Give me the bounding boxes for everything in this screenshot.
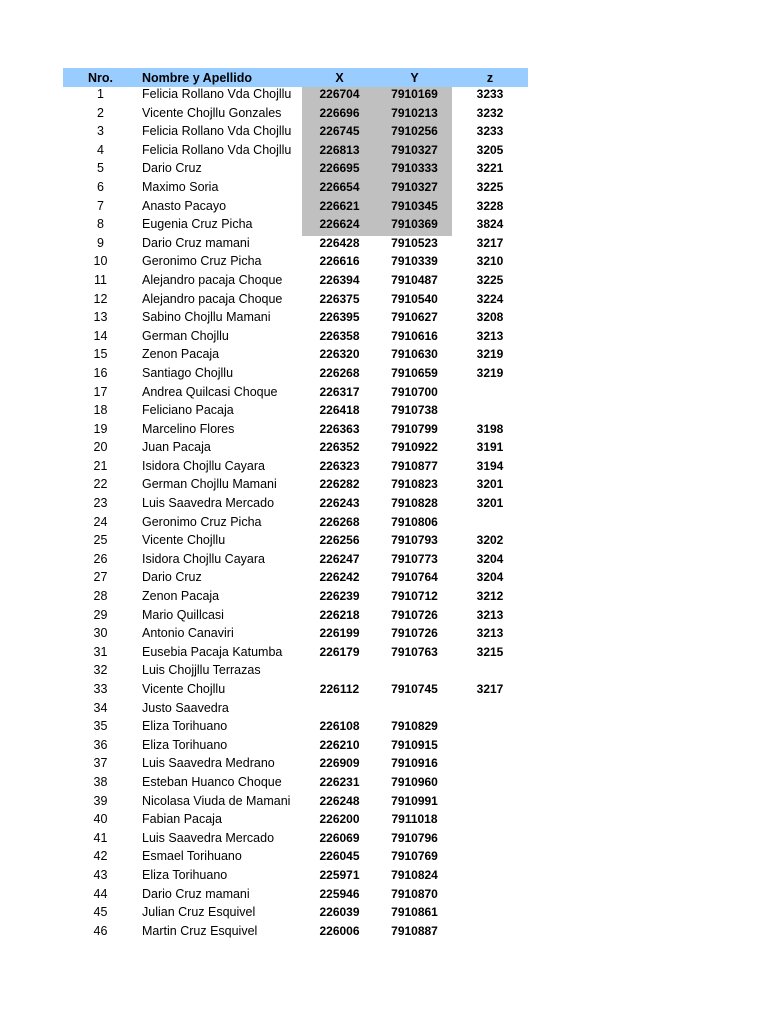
table-row (63, 552, 528, 571)
cell-z[interactable]: 3213 (476, 607, 504, 622)
table-row (63, 106, 528, 125)
table-row (63, 477, 528, 496)
cell-z[interactable] (452, 905, 528, 924)
cell-nro[interactable]: 32 (93, 663, 108, 678)
table-row (63, 775, 528, 794)
cell-nro[interactable]: 11 (94, 272, 107, 287)
table-row (63, 645, 528, 664)
cell-nro[interactable]: 41 (93, 830, 108, 845)
cell-y[interactable]: 7910726 (391, 607, 438, 622)
cell-x[interactable]: 226268 (319, 514, 360, 529)
cell-z[interactable]: 3213 (476, 328, 504, 343)
cell-nro[interactable]: 34 (93, 700, 108, 715)
cell-nro[interactable]: 17 (93, 384, 108, 399)
cell-z[interactable] (452, 812, 528, 831)
cell-x[interactable]: 226363 (319, 421, 360, 436)
cell-nro[interactable]: 20 (93, 440, 108, 455)
cell-name[interactable]: Vicente Chojllu Gonzales (142, 105, 282, 120)
cell-name[interactable]: German Chojllu (142, 328, 229, 343)
cell-nro[interactable]: 46 (93, 923, 108, 938)
cell-name[interactable]: Mario Quillcasi (142, 607, 224, 622)
cell-name[interactable]: Eugenia Cruz Picha (142, 217, 253, 232)
cell-nro[interactable]: 35 (93, 719, 108, 734)
cell-z[interactable]: 3233 (476, 87, 504, 101)
cell-nro[interactable]: 23 (93, 496, 108, 511)
header-nro[interactable]: Nro. (63, 68, 138, 87)
cell-z[interactable]: 3219 (476, 347, 504, 362)
table-row (63, 682, 528, 701)
cell-y[interactable]: 7910523 (391, 235, 438, 250)
table-row (63, 385, 528, 404)
cell-name[interactable]: Sabino Chojllu Mamani (142, 310, 271, 325)
cell-z[interactable] (452, 738, 528, 757)
cell-y[interactable]: 7910916 (391, 756, 438, 771)
cell-z[interactable] (452, 831, 528, 850)
cell-z[interactable] (452, 775, 528, 794)
cell-nro[interactable]: 3 (97, 124, 104, 139)
cell-y[interactable]: 7910793 (391, 533, 438, 548)
header-z[interactable]: z (452, 68, 528, 87)
cell-name[interactable]: Maximo Soria (142, 179, 219, 194)
cell-name[interactable]: Justo Saavedra (142, 700, 229, 715)
table-row (63, 217, 528, 236)
cell-y[interactable]: 7910712 (391, 589, 438, 604)
cell-name[interactable]: Andrea Quilcasi Choque (142, 384, 278, 399)
cell-y[interactable]: 7910339 (391, 254, 438, 269)
cell-nro[interactable]: 7 (97, 198, 104, 213)
cell-y[interactable]: 7910213 (377, 106, 452, 125)
cell-nro[interactable]: 28 (93, 589, 108, 604)
table-row (63, 924, 528, 943)
cell-x[interactable]: 226200 (319, 812, 360, 827)
table-row (63, 87, 528, 106)
cell-x[interactable]: 226654 (302, 180, 377, 199)
cell-x[interactable]: 226199 (319, 626, 360, 641)
cell-y[interactable]: 7910887 (391, 923, 438, 938)
cell-name[interactable]: Santiago Chojllu (142, 365, 234, 380)
cell-x[interactable]: 226231 (319, 774, 360, 789)
table-row (63, 868, 528, 887)
cell-y[interactable] (377, 663, 452, 682)
cell-y[interactable]: 7910824 (391, 867, 438, 882)
cell-nro[interactable]: 2 (97, 105, 104, 120)
table-row (63, 719, 528, 738)
table-row (63, 124, 528, 143)
cell-name[interactable]: Vicente Chojllu (142, 533, 226, 548)
cell-z[interactable]: 3225 (476, 179, 504, 194)
cell-x[interactable]: 226358 (319, 328, 360, 343)
cell-nro[interactable]: 44 (93, 886, 108, 901)
cell-z[interactable] (452, 794, 528, 813)
cell-nro[interactable]: 31 (93, 644, 108, 659)
table-row (63, 663, 528, 682)
cell-z[interactable]: 3228 (476, 198, 504, 213)
cell-name[interactable]: Esteban Huanco Choque (142, 774, 282, 789)
cell-x[interactable] (302, 663, 377, 682)
cell-z[interactable]: 3198 (476, 421, 504, 436)
cell-x[interactable]: 226218 (319, 607, 360, 622)
cell-x[interactable]: 226247 (319, 551, 360, 566)
cell-y[interactable]: 7911018 (391, 812, 438, 827)
table-row (63, 292, 528, 311)
cell-x[interactable]: 226696 (302, 106, 377, 125)
cell-x[interactable]: 226624 (302, 217, 377, 236)
cell-z[interactable]: 3221 (476, 161, 504, 176)
cell-name[interactable]: Felicia Rollano Vda Chojllu (142, 124, 292, 139)
table-row (63, 180, 528, 199)
table-row (63, 199, 528, 218)
cell-y[interactable]: 7910627 (391, 310, 438, 325)
cell-y[interactable]: 7910256 (377, 124, 452, 143)
cell-x[interactable]: 226268 (319, 365, 360, 380)
header-name[interactable]: Nombre y Apellido (138, 68, 302, 87)
cell-name[interactable]: Eusebia Pacaja Katumba (142, 644, 283, 659)
cell-y[interactable]: 7910769 (391, 849, 438, 864)
cell-y[interactable]: 7910169 (377, 87, 452, 106)
cell-x[interactable]: 226248 (319, 793, 360, 808)
cell-name[interactable]: Fabian Pacaja (142, 812, 222, 827)
cell-nro[interactable]: 13 (93, 310, 108, 325)
table-row (63, 403, 528, 422)
cell-y[interactable]: 7910738 (391, 403, 438, 418)
cell-y[interactable]: 7910806 (391, 514, 438, 529)
cell-name[interactable]: Juan Pacaja (142, 440, 211, 455)
cell-z[interactable]: 3215 (476, 644, 504, 659)
table-row (63, 626, 528, 645)
cell-name[interactable]: Dario Cruz mamani (142, 886, 250, 901)
cell-z[interactable]: 3191 (476, 440, 504, 455)
table-row (63, 794, 528, 813)
cell-name[interactable]: Nicolasa Viuda de Mamani (142, 793, 291, 808)
cell-x[interactable]: 226616 (319, 254, 360, 269)
cell-z[interactable]: 3824 (476, 217, 504, 232)
cell-nro[interactable]: 38 (93, 774, 108, 789)
cell-y[interactable]: 7910327 (377, 180, 452, 199)
cell-nro[interactable]: 12 (93, 291, 108, 306)
cell-z[interactable]: 3201 (476, 496, 504, 511)
cell-y[interactable]: 7910745 (391, 682, 438, 696)
table-row (63, 533, 528, 552)
table-row (63, 459, 528, 478)
cell-name[interactable]: Geronimo Cruz Picha (142, 514, 262, 529)
cell-name[interactable]: Antonio Canaviri (142, 626, 234, 641)
cell-z[interactable]: 3210 (476, 254, 504, 269)
cell-name[interactable]: Feliciano Pacaja (142, 403, 234, 418)
cell-x[interactable]: 226418 (319, 403, 360, 418)
cell-y[interactable]: 7910369 (377, 217, 452, 236)
table-row (63, 254, 528, 273)
cell-name[interactable]: German Chojllu Mamani (142, 477, 277, 492)
cell-y[interactable]: 7910796 (391, 830, 438, 845)
table-row (63, 273, 528, 292)
cell-nro[interactable]: 40 (93, 812, 108, 827)
cell-nro[interactable]: 37 (93, 756, 108, 771)
cell-name[interactable]: Geronimo Cruz Picha (142, 254, 262, 269)
cell-x[interactable]: 226394 (319, 272, 360, 287)
cell-x[interactable]: 225946 (319, 886, 360, 901)
cell-nro[interactable]: 29 (93, 607, 108, 622)
cell-x[interactable]: 226256 (319, 533, 360, 548)
cell-name[interactable]: Eliza Torihuano (142, 719, 228, 734)
cell-y[interactable]: 7910764 (391, 570, 438, 585)
table-row (63, 756, 528, 775)
table-row (63, 366, 528, 385)
cell-name[interactable]: Luis Saavedra Mercado (142, 496, 275, 511)
cell-z[interactable] (452, 887, 528, 906)
cell-y[interactable]: 7910828 (391, 496, 438, 511)
cell-nro[interactable]: 1 (97, 87, 104, 101)
cell-nro[interactable]: 33 (93, 682, 108, 696)
cell-z[interactable] (452, 515, 528, 534)
cell-name[interactable]: Isidora Chojllu Cayara (142, 551, 265, 566)
cell-z[interactable]: 3219 (476, 365, 504, 380)
cell-name[interactable]: Zenon Pacaja (142, 347, 220, 362)
cell-nro[interactable]: 43 (93, 867, 108, 882)
cell-x[interactable]: 226108 (319, 719, 360, 734)
cell-y[interactable]: 7910616 (391, 328, 438, 343)
cell-nro[interactable]: 42 (93, 849, 108, 864)
table-row (63, 236, 528, 255)
table-row (63, 161, 528, 180)
cell-nro[interactable]: 21 (93, 458, 108, 473)
cell-x[interactable]: 226745 (302, 124, 377, 143)
cell-x[interactable]: 226375 (319, 291, 360, 306)
cell-name[interactable]: Dario Cruz (142, 570, 202, 585)
cell-z[interactable]: 3205 (476, 142, 504, 157)
table-row (63, 849, 528, 868)
table-row (63, 515, 528, 534)
cell-name[interactable]: Felicia Rollano Vda Chojllu (142, 87, 292, 101)
table-row (63, 589, 528, 608)
table-body (63, 87, 528, 942)
cell-y[interactable]: 7910991 (391, 793, 438, 808)
cell-name[interactable]: Dario Cruz mamani (142, 235, 250, 250)
cell-z[interactable]: 3201 (476, 477, 504, 492)
table-row (63, 310, 528, 329)
cell-z[interactable]: 3233 (476, 124, 504, 139)
table-row (63, 831, 528, 850)
cell-x[interactable]: 226045 (319, 849, 360, 864)
table-row (63, 812, 528, 831)
cell-z[interactable]: 3204 (476, 570, 504, 585)
table-row (63, 440, 528, 459)
cell-name[interactable]: Luis Saavedra Mercado (142, 830, 275, 845)
cell-nro[interactable]: 36 (93, 737, 108, 752)
cell-y[interactable]: 7910915 (391, 737, 438, 752)
cell-x[interactable]: 226428 (319, 235, 360, 250)
cell-y[interactable]: 7910700 (391, 384, 438, 399)
cell-nro[interactable]: 10 (93, 254, 108, 269)
table-row (63, 496, 528, 515)
cell-x[interactable]: 226352 (319, 440, 360, 455)
cell-x[interactable]: 226813 (302, 143, 377, 162)
cell-y[interactable]: 7910799 (391, 421, 438, 436)
cell-nro[interactable]: 5 (97, 161, 104, 176)
table-row (63, 422, 528, 441)
cell-y[interactable] (377, 701, 452, 720)
cell-z[interactable] (452, 403, 528, 422)
table-row (63, 887, 528, 906)
cell-name[interactable]: Zenon Pacaja (142, 589, 220, 604)
cell-x[interactable]: 225971 (319, 867, 360, 882)
cell-x[interactable]: 226323 (319, 458, 360, 473)
cell-z[interactable] (452, 663, 528, 682)
cell-nro[interactable]: 14 (93, 328, 108, 343)
cell-y[interactable]: 7910763 (391, 644, 438, 659)
cell-z[interactable]: 3204 (476, 551, 504, 566)
cell-x[interactable]: 226239 (319, 589, 360, 604)
cell-x[interactable]: 226909 (319, 756, 360, 771)
cell-x[interactable]: 226179 (319, 644, 360, 659)
cell-z[interactable] (452, 868, 528, 887)
cell-y[interactable]: 7910333 (377, 161, 452, 180)
cell-nro[interactable]: 6 (97, 179, 104, 194)
cell-nro[interactable]: 15 (93, 347, 108, 362)
cell-x[interactable]: 226039 (319, 905, 360, 920)
cell-y[interactable]: 7910773 (391, 551, 438, 566)
cell-x[interactable]: 226621 (302, 199, 377, 218)
cell-y[interactable]: 7910861 (391, 905, 438, 920)
cell-name[interactable]: Marcelino Flores (142, 421, 235, 436)
cell-z[interactable] (452, 756, 528, 775)
cell-name[interactable]: Julian Cruz Esquivel (142, 905, 256, 920)
cell-nro[interactable]: 27 (93, 570, 108, 585)
cell-y[interactable]: 7910960 (391, 774, 438, 789)
cell-z[interactable]: 3225 (476, 272, 504, 287)
cell-y[interactable]: 7910659 (391, 365, 438, 380)
cell-y[interactable]: 7910877 (391, 458, 438, 473)
header-row (63, 68, 528, 87)
cell-x[interactable]: 226395 (319, 310, 360, 325)
cell-x[interactable]: 226242 (319, 570, 360, 585)
header-x[interactable]: X (302, 68, 377, 87)
cell-nro[interactable]: 16 (93, 365, 108, 380)
cell-z[interactable]: 3217 (476, 682, 504, 696)
cell-name[interactable]: Felicia Rollano Vda Chojllu (142, 142, 292, 157)
header-y[interactable]: Y (377, 68, 452, 87)
cell-nro[interactable]: 24 (93, 514, 108, 529)
cell-y[interactable]: 7910327 (377, 143, 452, 162)
cell-z[interactable] (452, 701, 528, 720)
table-row (63, 905, 528, 924)
cell-name[interactable]: Martin Cruz Esquivel (142, 923, 258, 938)
cell-y[interactable]: 7910726 (391, 626, 438, 641)
cell-nro[interactable]: 19 (93, 421, 108, 436)
cell-name[interactable]: Dario Cruz (142, 161, 202, 176)
cell-nro[interactable]: 30 (93, 626, 108, 641)
table-row (63, 608, 528, 627)
cell-z[interactable]: 3208 (476, 310, 504, 325)
cell-y[interactable]: 7910829 (391, 719, 438, 734)
cell-z[interactable] (452, 924, 528, 943)
cell-nro[interactable]: 9 (97, 235, 104, 250)
cell-x[interactable]: 226704 (302, 87, 377, 106)
cell-y[interactable]: 7910870 (391, 886, 438, 901)
cell-name[interactable]: Isidora Chojllu Cayara (142, 458, 265, 473)
cell-x[interactable]: 226069 (319, 830, 360, 845)
cell-y[interactable]: 7910922 (391, 440, 438, 455)
cell-z[interactable]: 3213 (476, 626, 504, 641)
cell-name[interactable]: Luis Saavedra Medrano (142, 756, 275, 771)
cell-x[interactable]: 226282 (319, 477, 360, 492)
cell-z[interactable] (452, 719, 528, 738)
cell-name[interactable]: Esmael Torihuano (142, 849, 242, 864)
cell-y[interactable]: 7910345 (377, 199, 452, 218)
table-row (63, 143, 528, 162)
cell-z[interactable]: 3202 (476, 533, 504, 548)
table-row (63, 738, 528, 757)
cell-name[interactable]: Alejandro pacaja Choque (142, 291, 283, 306)
coordinates-table (63, 68, 528, 942)
cell-x[interactable]: 226320 (319, 347, 360, 362)
cell-y[interactable]: 7910630 (391, 347, 438, 362)
cell-y[interactable]: 7910487 (391, 272, 438, 287)
cell-x[interactable]: 226695 (302, 161, 377, 180)
cell-nro[interactable]: 26 (93, 551, 108, 566)
cell-name[interactable]: Vicente Chojllu (142, 682, 226, 696)
cell-z[interactable]: 3194 (476, 458, 504, 473)
cell-x[interactable]: 226243 (319, 496, 360, 511)
table-row (63, 329, 528, 348)
cell-name[interactable]: Eliza Torihuano (142, 867, 228, 882)
cell-nro[interactable]: 39 (93, 793, 108, 808)
cell-x[interactable]: 226317 (319, 384, 360, 399)
table-row (63, 347, 528, 366)
table-row (63, 701, 528, 720)
cell-x[interactable] (302, 701, 377, 720)
table-row (63, 570, 528, 589)
cell-nro[interactable]: 8 (97, 217, 104, 232)
cell-z[interactable]: 3217 (476, 235, 504, 250)
cell-nro[interactable]: 45 (93, 905, 108, 920)
cell-nro[interactable]: 4 (97, 142, 104, 157)
cell-x[interactable]: 226112 (319, 682, 360, 696)
cell-name[interactable]: Eliza Torihuano (142, 737, 228, 752)
cell-name[interactable]: Anasto Pacayo (142, 198, 227, 213)
cell-z[interactable]: 3232 (476, 105, 504, 120)
cell-z[interactable] (452, 385, 528, 404)
cell-nro[interactable]: 22 (93, 477, 108, 492)
cell-name[interactable]: Alejandro pacaja Choque (142, 272, 283, 287)
cell-y[interactable]: 7910540 (391, 291, 438, 306)
cell-z[interactable] (452, 849, 528, 868)
cell-z[interactable]: 3224 (476, 291, 504, 306)
cell-x[interactable]: 226210 (319, 737, 360, 752)
cell-y[interactable]: 7910823 (391, 477, 438, 492)
cell-nro[interactable]: 18 (93, 403, 108, 418)
cell-nro[interactable]: 25 (93, 533, 108, 548)
cell-z[interactable]: 3212 (476, 589, 504, 604)
cell-x[interactable]: 226006 (319, 923, 360, 938)
cell-name[interactable]: Luis Chojjllu Terrazas (142, 663, 261, 678)
